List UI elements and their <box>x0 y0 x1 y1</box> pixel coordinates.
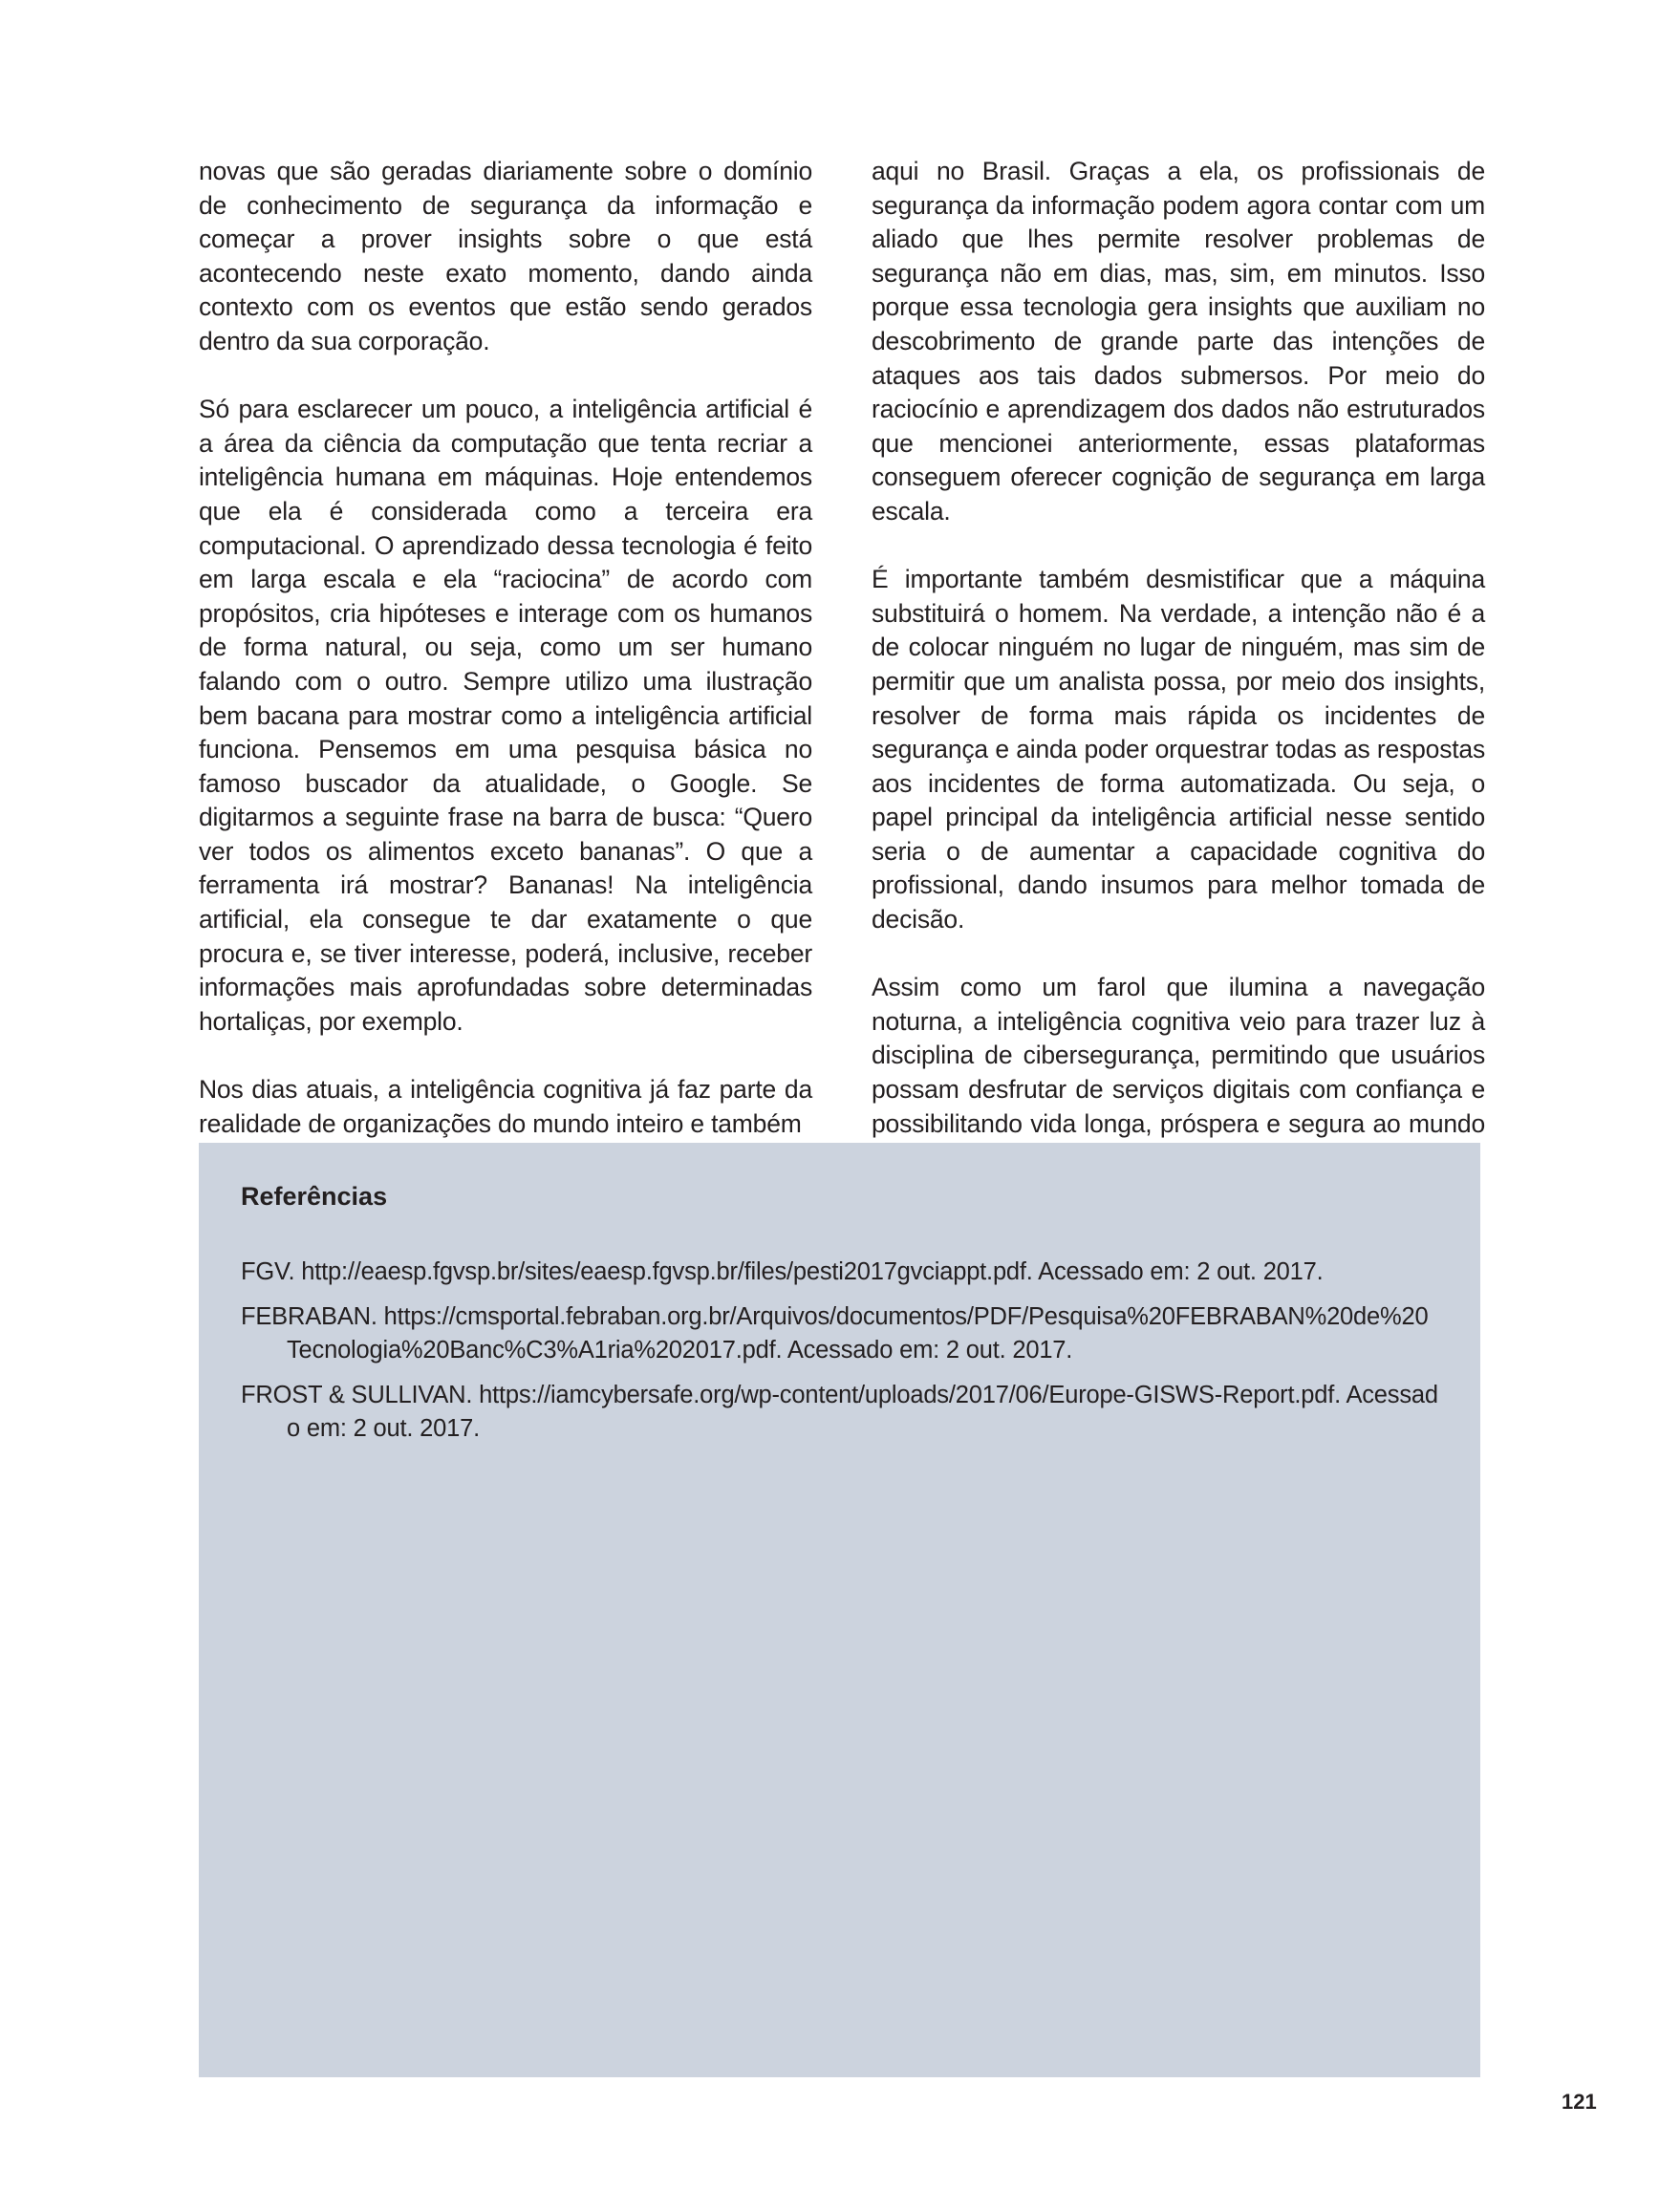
body-paragraph: novas que são geradas diariamente sobre o domínio de conhecimento de segurança da informação e começar a prover insights sobre o que está acontecendo neste exato momento, dando ainda contexto com os eventos que estão sendo gerados dentro da sua corporação. <box>199 157 812 355</box>
body-paragraph: Assim como um farol que ilumina a navegação noturna, a inteligência cognitiva veio para trazer luz à disciplina de cibersegurança, permitindo que usuários possam desfrutar de serviços digitais com confiança e possibilitando vida longa, próspera e segura ao mundo <box>872 973 1485 1138</box>
left-column <box>199 155 812 1141</box>
reference-item: FEBRABAN. https://cmsportal.febraban.org.br/Arquivos/documentos/PDF/Pesquisa%20FEBRABAN%20de%20Tecnologia%20Banc%C3%A1ria%202017.pdf. Acessado em: 2 out. 2017. <box>241 1303 1429 1364</box>
body-paragraph: aqui no Brasil. Graças a ela, os profissionais de segurança da informação podem agora contar com um aliado que lhes permite resolver problemas de segurança não em dias, mas, sim, em minutos. Isso porque essa tecnologia gera insights que auxiliam no descobrimento de grande parte das intenções de ataques aos tais dados submersos. Por meio do raciocínio e aprendizagem dos dados não estruturados que mencionei anteriormente, essas plataformas conseguem oferecer cognição de segurança em larga escala. <box>872 157 1485 526</box>
right-column <box>872 155 1485 1175</box>
body-paragraph: É importante também desmistificar que a máquina substituirá o homem. Na verdade, a intenção não é a de colocar ninguém no lugar de ninguém, mas sim de permitir que um analista possa, por meio dos insights, resolver de forma mais rápida os incidentes de segurança e ainda poder orquestrar todas as respostas aos incidentes de forma automatizada. Ou seja, o papel principal da inteligência artificial nesse sentido seria o de aumentar a capacidade cognitiva do profissional, dando insumos para melhor tomada de decisão. <box>872 565 1485 934</box>
body-paragraph: Nos dias atuais, a inteligência cognitiva já faz parte da realidade de organizações do mundo inteiro e também <box>199 1075 812 1138</box>
references-box <box>199 1143 1480 2077</box>
page-number: 121 <box>1562 2090 1597 2114</box>
references-title: Referências <box>241 1182 388 1211</box>
reference-item: FROST & SULLIVAN. https://iamcybersafe.org/wp-content/uploads/2017/06/Europe-GISWS-Report.pdf. Acessado em: 2 out. 2017. <box>241 1382 1438 1442</box>
references-list <box>241 1256 1438 1446</box>
reference-item: FGV. http://eaesp.fgvsp.br/sites/eaesp.fgvsp.br/files/pesti2017gvciappt.pdf. Acessado em: 2 out. 2017. <box>241 1258 1324 1285</box>
body-paragraph: Só para esclarecer um pouco, a inteligência artificial é a área da ciência da computação que tenta recriar a inteligência humana em máquinas. Hoje entendemos que ela é considerada como a terceira era computacional. O aprendizado dessa tecnologia é feito em larga escala e ela “raciocina” de acordo com propósitos, cria hipóteses e interage com os humanos de forma natural, ou seja, como um ser humano falando com o outro. Sempre utilizo uma ilustração bem bacana para mostrar como a inteligência artificial funciona. Pensemos em uma pesquisa básica no famoso buscador da atualidade, o Google. Se digitarmos a seguinte frase na barra de busca: “Quero ver todos os alimentos exceto bananas”. O que a ferramenta irá mostrar? Bananas! Na inteligência artificial, ela consegue te dar exatamente o que procura e, se tiver interesse, poderá, inclusive, receber informações mais aprofundadas sobre determinadas hortaliças, por exemplo. <box>199 395 812 1036</box>
